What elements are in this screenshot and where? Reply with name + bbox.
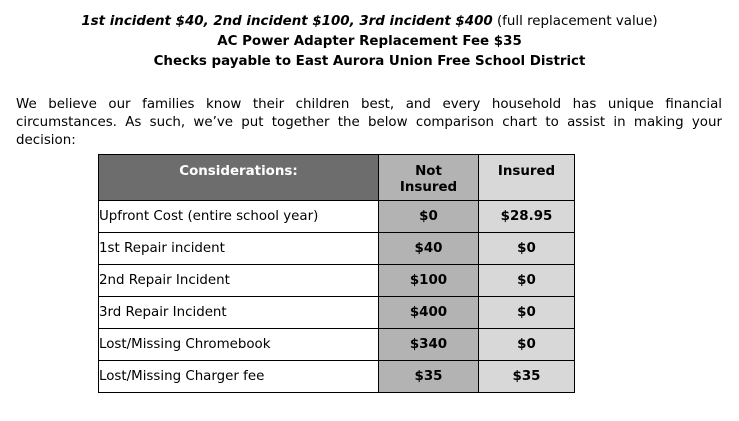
intro-paragraph: We believe our families know their children best, and every household has unique financial circumstances. As such, we’ve put together the below comparison chart to assist in making your decision:: [16, 97, 722, 148]
not-insured-header-line1: Not: [415, 164, 442, 179]
row-label: 3rd Repair Incident: [99, 297, 379, 329]
row-label: 2nd Repair Incident: [99, 265, 379, 297]
adapter-fee-line: AC Power Adapter Replacement Fee $35: [217, 34, 522, 49]
replacement-value-note: (full replacement value): [492, 14, 658, 29]
table-row: [99, 361, 575, 393]
insured-cell: $35: [479, 361, 575, 393]
considerations-header: Considerations:: [99, 155, 379, 201]
table-header-row: [99, 155, 575, 201]
checks-payable-line: Checks payable to East Aurora Union Free School District: [153, 54, 586, 69]
fee-header: [0, 12, 739, 72]
not-insured-header-line2: Insured: [399, 180, 458, 195]
insured-cell: $28.95: [479, 201, 575, 233]
not-insured-cell: $340: [379, 329, 479, 361]
comparison-table: [98, 154, 575, 393]
table-row: [99, 233, 575, 265]
insured-cell: $0: [479, 329, 575, 361]
table-row: [99, 265, 575, 297]
insured-cell: $0: [479, 233, 575, 265]
row-label: 1st Repair incident: [99, 233, 379, 265]
row-label: Lost/Missing Charger fee: [99, 361, 379, 393]
not-insured-cell: $400: [379, 297, 479, 329]
table-row: [99, 201, 575, 233]
row-label: Upfront Cost (entire school year): [99, 201, 379, 233]
not-insured-cell: $40: [379, 233, 479, 265]
not-insured-cell: $35: [379, 361, 479, 393]
insured-cell: $0: [479, 297, 575, 329]
insured-header: Insured: [479, 155, 575, 201]
table-row: [99, 297, 575, 329]
not-insured-header: [379, 155, 479, 201]
incident-fees-line: [0, 12, 739, 32]
row-label: Lost/Missing Chromebook: [99, 329, 379, 361]
insured-cell: $0: [479, 265, 575, 297]
not-insured-cell: $100: [379, 265, 479, 297]
not-insured-cell: $0: [379, 201, 479, 233]
incident-fees-text: 1st incident $40, 2nd incident $100, 3rd incident $400: [81, 14, 493, 29]
table-row: [99, 329, 575, 361]
